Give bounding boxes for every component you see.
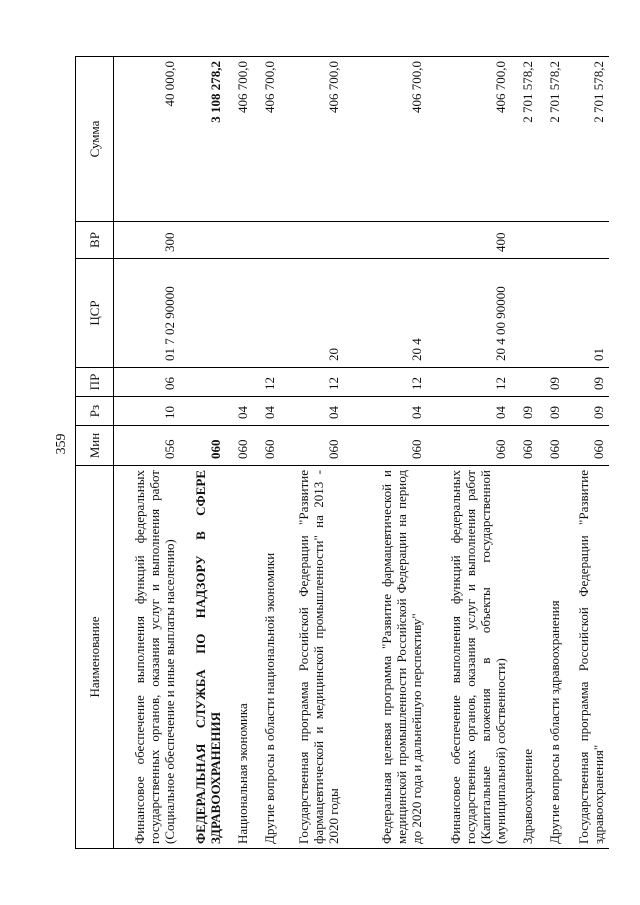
row-pr: 12: [427, 368, 511, 397]
row-rz: 10: [114, 397, 180, 426]
row-min: 056: [114, 426, 180, 466]
table-row: [538, 57, 565, 849]
row-pr: 06: [114, 368, 180, 397]
budget-table: [75, 56, 609, 849]
header-vr: ВР: [76, 222, 114, 259]
table-row: [114, 57, 180, 849]
row-pr: [511, 368, 538, 397]
row-sum: 2 701 578,2: [565, 57, 609, 222]
row-rz: 09: [538, 397, 565, 426]
row-vr: 400: [427, 222, 511, 259]
header-name: Наименование: [76, 466, 114, 849]
row-csr: [511, 259, 538, 368]
row-rz: 09: [511, 397, 538, 426]
row-min: 060: [253, 426, 280, 466]
row-rz: 04: [344, 397, 427, 426]
row-csr: [538, 259, 565, 368]
row-min: 060: [511, 426, 538, 466]
row-rz: 04: [427, 397, 511, 426]
header-min: Мин: [76, 426, 114, 466]
header-rz: Рз: [76, 397, 114, 426]
row-sum: 406 700,0: [427, 57, 511, 222]
table-row: [280, 57, 344, 849]
budget-table-page: [75, 57, 606, 849]
row-sum: 2 701 578,2: [538, 57, 565, 222]
row-name: Финансовое обеспечение выполнения функций федеральных государственных органов, оказания услуг и выполнения работ (Капитальные вложения в объекты государственной (муниципальной) собственности): [427, 466, 511, 849]
row-vr: [226, 222, 253, 259]
row-sum: 406 700,0: [280, 57, 344, 222]
row-min: 060: [226, 426, 253, 466]
row-csr: [180, 259, 226, 368]
row-csr: 01: [565, 259, 609, 368]
row-vr: [511, 222, 538, 259]
row-csr: 20 4 00 90000: [427, 259, 511, 368]
row-vr: [253, 222, 280, 259]
header-sum: Сумма: [76, 57, 114, 222]
row-rz: 04: [280, 397, 344, 426]
row-vr: 300: [114, 222, 180, 259]
row-name: Другие вопросы в области национальной экономики: [253, 466, 280, 849]
row-vr: [344, 222, 427, 259]
row-csr: 20: [280, 259, 344, 368]
row-min: 060: [280, 426, 344, 466]
row-name: Финансовое обеспечение выполнения функций федеральных государственных органов, оказания услуг и выполнения работ (Социальное обеспечение и иные выплаты населению): [114, 466, 180, 849]
table-row: [511, 57, 538, 849]
row-csr: 01 7 02 90000: [114, 259, 180, 368]
row-sum: 40 000,0: [114, 57, 180, 222]
row-name: Федеральная целевая программа "Развитие фармацевтической и медицинской промышленности Российской Федерации на период до 2020 года и дальнейшую перспективу": [344, 466, 427, 849]
row-sum: 3 108 278,2: [180, 57, 226, 222]
row-name: Государственная программа Российской Федерации "Развитие фармацевтической и медицинской промышленности" на 2013 - 2020 годы: [280, 466, 344, 849]
row-pr: 09: [538, 368, 565, 397]
row-vr: [180, 222, 226, 259]
table-header-row: [76, 57, 114, 849]
row-csr: [253, 259, 280, 368]
row-name: ФЕДЕРАЛЬНАЯ СЛУЖБА ПО НАДЗОРУ В СФЕРЕ ЗДРАВООХРАНЕНИЯ: [180, 466, 226, 849]
header-pr: ПР: [76, 368, 114, 397]
table-row: [253, 57, 280, 849]
row-pr: 12: [280, 368, 344, 397]
header-csr: ЦСР: [76, 259, 114, 368]
row-name: Национальная экономика: [226, 466, 253, 849]
row-sum: 406 700,0: [344, 57, 427, 222]
row-vr: [565, 222, 609, 259]
table-row: [344, 57, 427, 849]
row-name: Государственная программа Российской Федерации "Развитие здравоохранения": [565, 466, 609, 849]
table-row: [180, 57, 226, 849]
row-min: 060: [344, 426, 427, 466]
row-min: 060: [427, 426, 511, 466]
row-vr: [538, 222, 565, 259]
row-rz: 04: [253, 397, 280, 426]
row-min: 060: [565, 426, 609, 466]
row-name: Здравоохранение: [511, 466, 538, 849]
row-sum: 406 700,0: [226, 57, 253, 222]
row-pr: 09: [565, 368, 609, 397]
row-name: Другие вопросы в области здравоохранения: [538, 466, 565, 849]
table-row: [427, 57, 511, 849]
row-vr: [280, 222, 344, 259]
row-sum: 406 700,0: [253, 57, 280, 222]
table-row: [226, 57, 253, 849]
row-csr: 20 4: [344, 259, 427, 368]
row-rz: [180, 397, 226, 426]
row-min: 060: [538, 426, 565, 466]
row-rz: 09: [565, 397, 609, 426]
row-rz: 04: [226, 397, 253, 426]
row-csr: [226, 259, 253, 368]
row-pr: [226, 368, 253, 397]
row-pr: 12: [253, 368, 280, 397]
row-pr: 12: [344, 368, 427, 397]
table-row: [565, 57, 609, 849]
row-pr: [180, 368, 226, 397]
row-min: 060: [180, 426, 226, 466]
page-number: 359: [54, 433, 69, 455]
row-sum: 2 701 578,2: [511, 57, 538, 222]
